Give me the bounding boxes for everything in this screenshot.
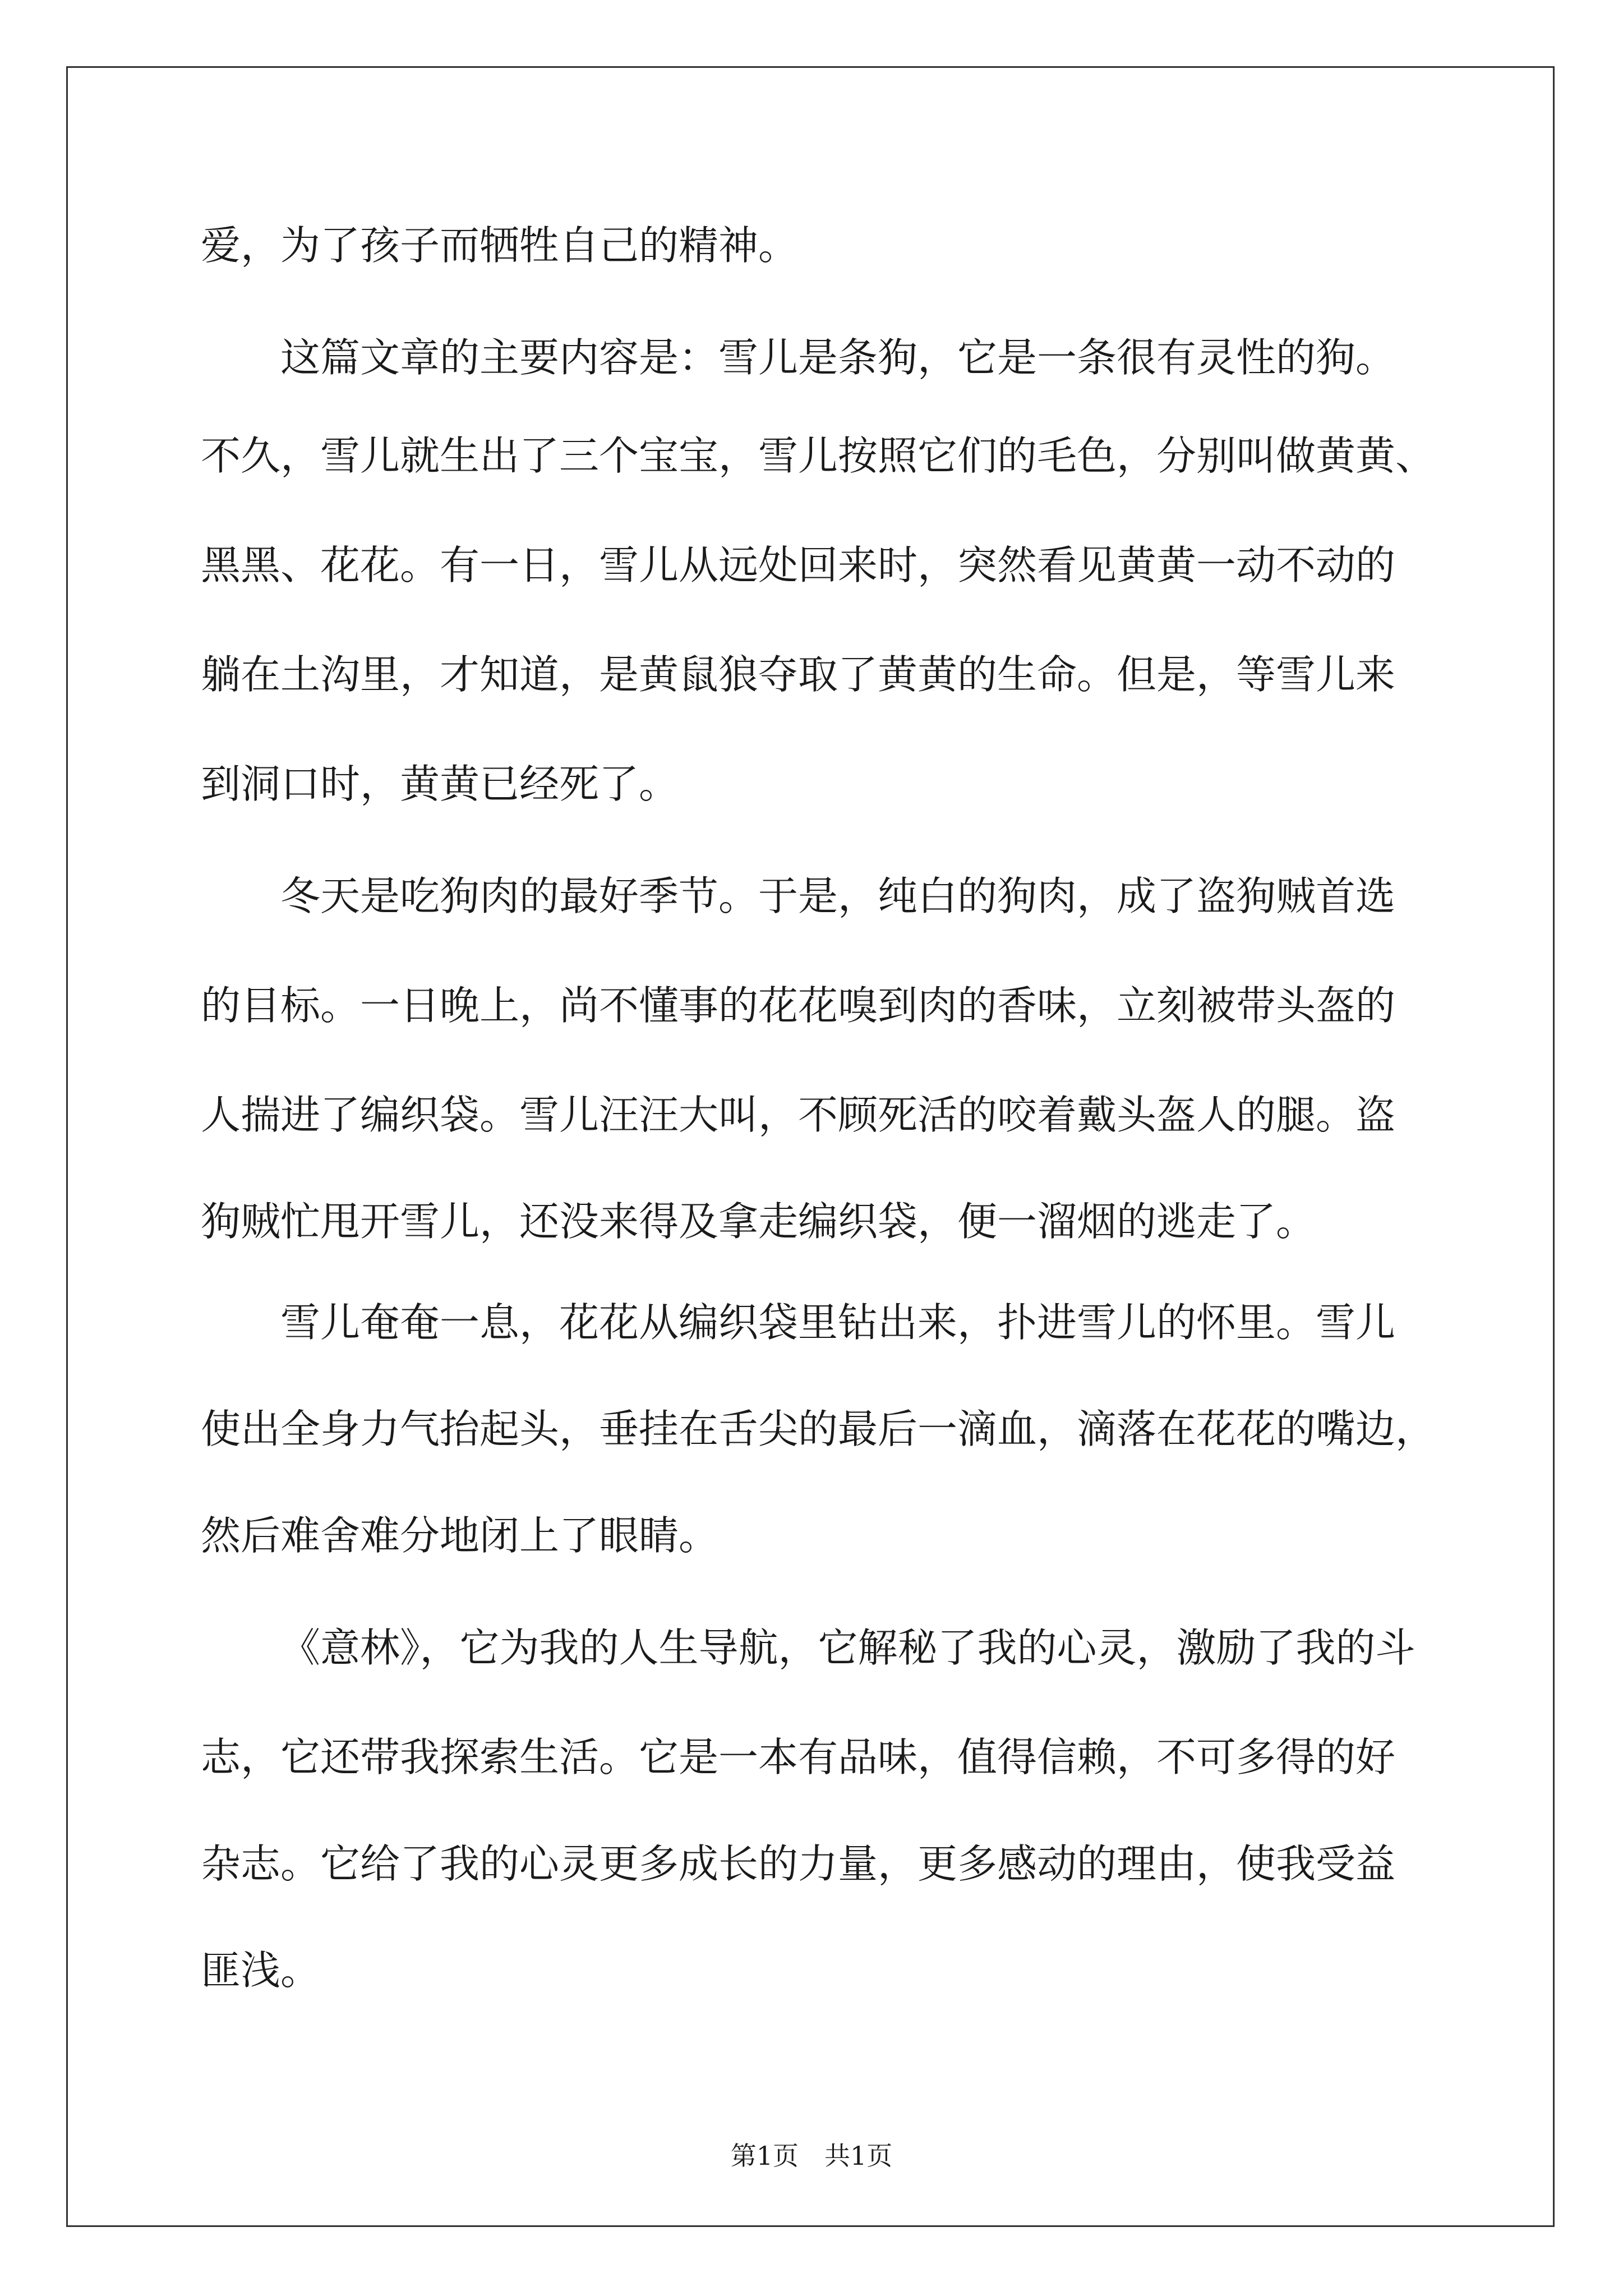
- text-line: 到洞口时，黄黄已经死了。: [201, 762, 679, 807]
- text-line: 的目标。一日晚上，尚不懂事的花花嗅到肉的香味，立刻被带头盔的: [201, 983, 1396, 1028]
- text-line: 不久，雪儿就生出了三个宝宝，雪儿按照它们的毛色，分别叫做黄黄、: [201, 434, 1436, 478]
- text-line: 使出全身力气抬起头，垂挂在舌尖的最后一滴血，滴落在花花的嘴边，: [201, 1407, 1436, 1452]
- text-line: 黑黑、花花。有一日，雪儿从远处回来时，突然看见黄黄一动不动的: [201, 543, 1396, 588]
- text-line: 然后难舍难分地闭上了眼睛。: [201, 1513, 719, 1558]
- text-line: 人揣进了编织袋。雪儿汪汪大叫，不顾死活的咬着戴头盔人的腿。盗: [201, 1093, 1396, 1138]
- text-line: 志，它还带我探索生活。它是一本有品味，值得信赖，不可多得的好: [201, 1735, 1396, 1780]
- text-line: 躺在土沟里，才知道，是黄鼠狼夺取了黄黄的生命。但是，等雪儿来: [201, 652, 1396, 697]
- page-number-footer: 第1页 共1页: [730, 2141, 893, 2171]
- paragraph-start-line: 冬天是吃狗肉的最好季节。于是，纯白的狗肉，成了盗狗贼首选: [280, 874, 1396, 919]
- paragraph-start-line: 《意林》，它为我的人生导航，它解秘了我的心灵，激励了我的斗: [280, 1626, 1415, 1671]
- text-line: 狗贼忙甩开雪儿，还没来得及拿走编织袋，便一溜烟的逃走了。: [201, 1199, 1316, 1244]
- text-line: 爱，为了孩子而牺牲自己的精神。: [201, 223, 799, 268]
- page-border: [66, 66, 1555, 2227]
- paragraph-start-line: 雪儿奄奄一息，花花从编织袋里钻出来，扑进雪儿的怀里。雪儿: [280, 1300, 1396, 1345]
- paragraph-start-line: 这篇文章的主要内容是：雪儿是条狗，它是一条很有灵性的狗。: [280, 335, 1396, 380]
- text-line: 杂志。它给了我的心灵更多成长的力量，更多感动的理由，使我受益: [201, 1842, 1396, 1887]
- text-line: 匪浅。: [201, 1948, 321, 1993]
